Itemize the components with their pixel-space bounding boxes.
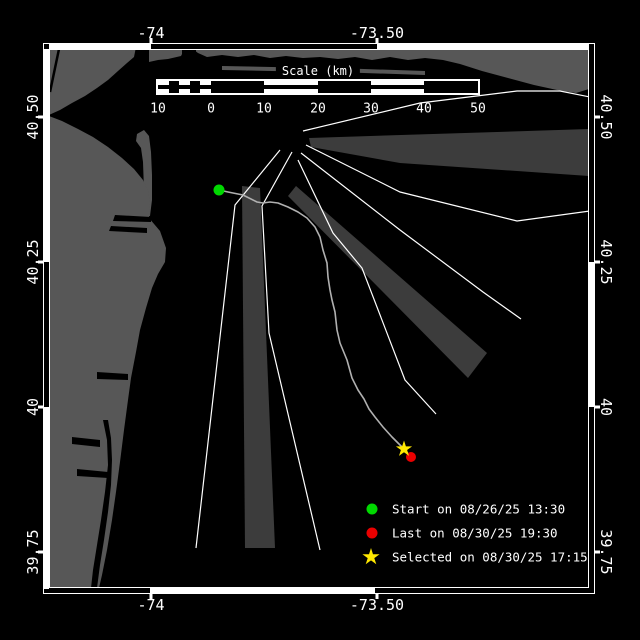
scale-tick-10: 10	[256, 101, 272, 117]
tick-right-0	[594, 116, 600, 119]
tick-top-0	[150, 38, 153, 44]
tick-right-2	[594, 406, 600, 409]
scale-bar	[157, 80, 479, 94]
border-segment-left-0	[44, 49, 49, 262]
scale-tick-10L: 10	[150, 101, 166, 117]
axis-label-right-4050: 40.50	[597, 94, 615, 140]
axis-label-bottom-lon-7350: -73.50	[349, 596, 405, 614]
scale-segment-stripe-2	[179, 85, 190, 89]
axis-label-left-4025: 40.25	[24, 239, 42, 285]
scale-segment-5	[211, 81, 264, 93]
tick-left-3	[38, 551, 44, 554]
scale-bar-title: Scale (km)	[276, 63, 360, 79]
axis-label-right-3975: 39.75	[597, 529, 615, 575]
scale-segment-3	[190, 81, 200, 93]
axis-label-left-4050: 40.50	[24, 94, 42, 140]
axis-label-right-40: 40	[597, 397, 615, 417]
border-segment-left-2	[44, 407, 49, 589]
tick-bottom-1	[376, 593, 379, 599]
axis-label-left-40: 40	[24, 397, 42, 417]
start-marker	[214, 185, 225, 196]
axis-label-top-lon-7350: -73.50	[349, 24, 405, 42]
legend-label-start: Start on 08/26/25 13:30	[392, 501, 566, 517]
scale-tick-0: 0	[207, 101, 215, 117]
tick-right-1	[594, 261, 600, 264]
tick-left-1	[38, 261, 44, 264]
border-segment-top-2	[377, 44, 589, 49]
axis-label-left-3975: 39.75	[24, 529, 42, 575]
border-segment-right-0	[589, 49, 594, 262]
axis-label-right-4025: 40.25	[597, 239, 615, 285]
axis-label-bottom-lon-74: -74	[137, 596, 165, 614]
border-segment-right-2	[589, 407, 594, 589]
border-segment-bottom-1	[150, 588, 375, 593]
scale-segment-1	[169, 81, 179, 93]
legend-label-last: Last on 08/30/25 19:30	[392, 525, 558, 541]
border-segment-right-1	[589, 262, 594, 407]
scale-segment-7	[318, 81, 371, 93]
scale-tick-30: 30	[363, 101, 379, 117]
scale-segment-stripe-4	[200, 85, 211, 89]
border-segment-bottom-2	[375, 588, 589, 593]
scale-tick-20: 20	[310, 101, 326, 117]
legend-marker-last-dot	[367, 528, 378, 539]
tick-left-0	[38, 116, 44, 119]
axis-label-top-lon-74: -74	[137, 24, 165, 42]
scale-segment-9	[424, 81, 478, 93]
tick-bottom-0	[150, 593, 153, 599]
border-segment-left-1	[44, 262, 49, 407]
legend-marker-start-dot	[367, 504, 378, 515]
tick-right-3	[594, 551, 600, 554]
scale-tick-50: 50	[470, 101, 486, 117]
scale-segment-stripe-6	[264, 85, 318, 89]
scale-segment-stripe-8	[371, 85, 424, 89]
scale-tick-40: 40	[416, 101, 432, 117]
scale-segment-stripe-0	[158, 85, 169, 89]
border-segment-top-1	[151, 44, 377, 49]
border-segment-bottom-0	[49, 588, 150, 593]
tick-left-2	[38, 406, 44, 409]
tick-top-1	[376, 38, 379, 44]
border-segment-top-0	[49, 44, 151, 49]
legend-label-selected: Selected on 08/30/25 17:15	[392, 549, 588, 565]
